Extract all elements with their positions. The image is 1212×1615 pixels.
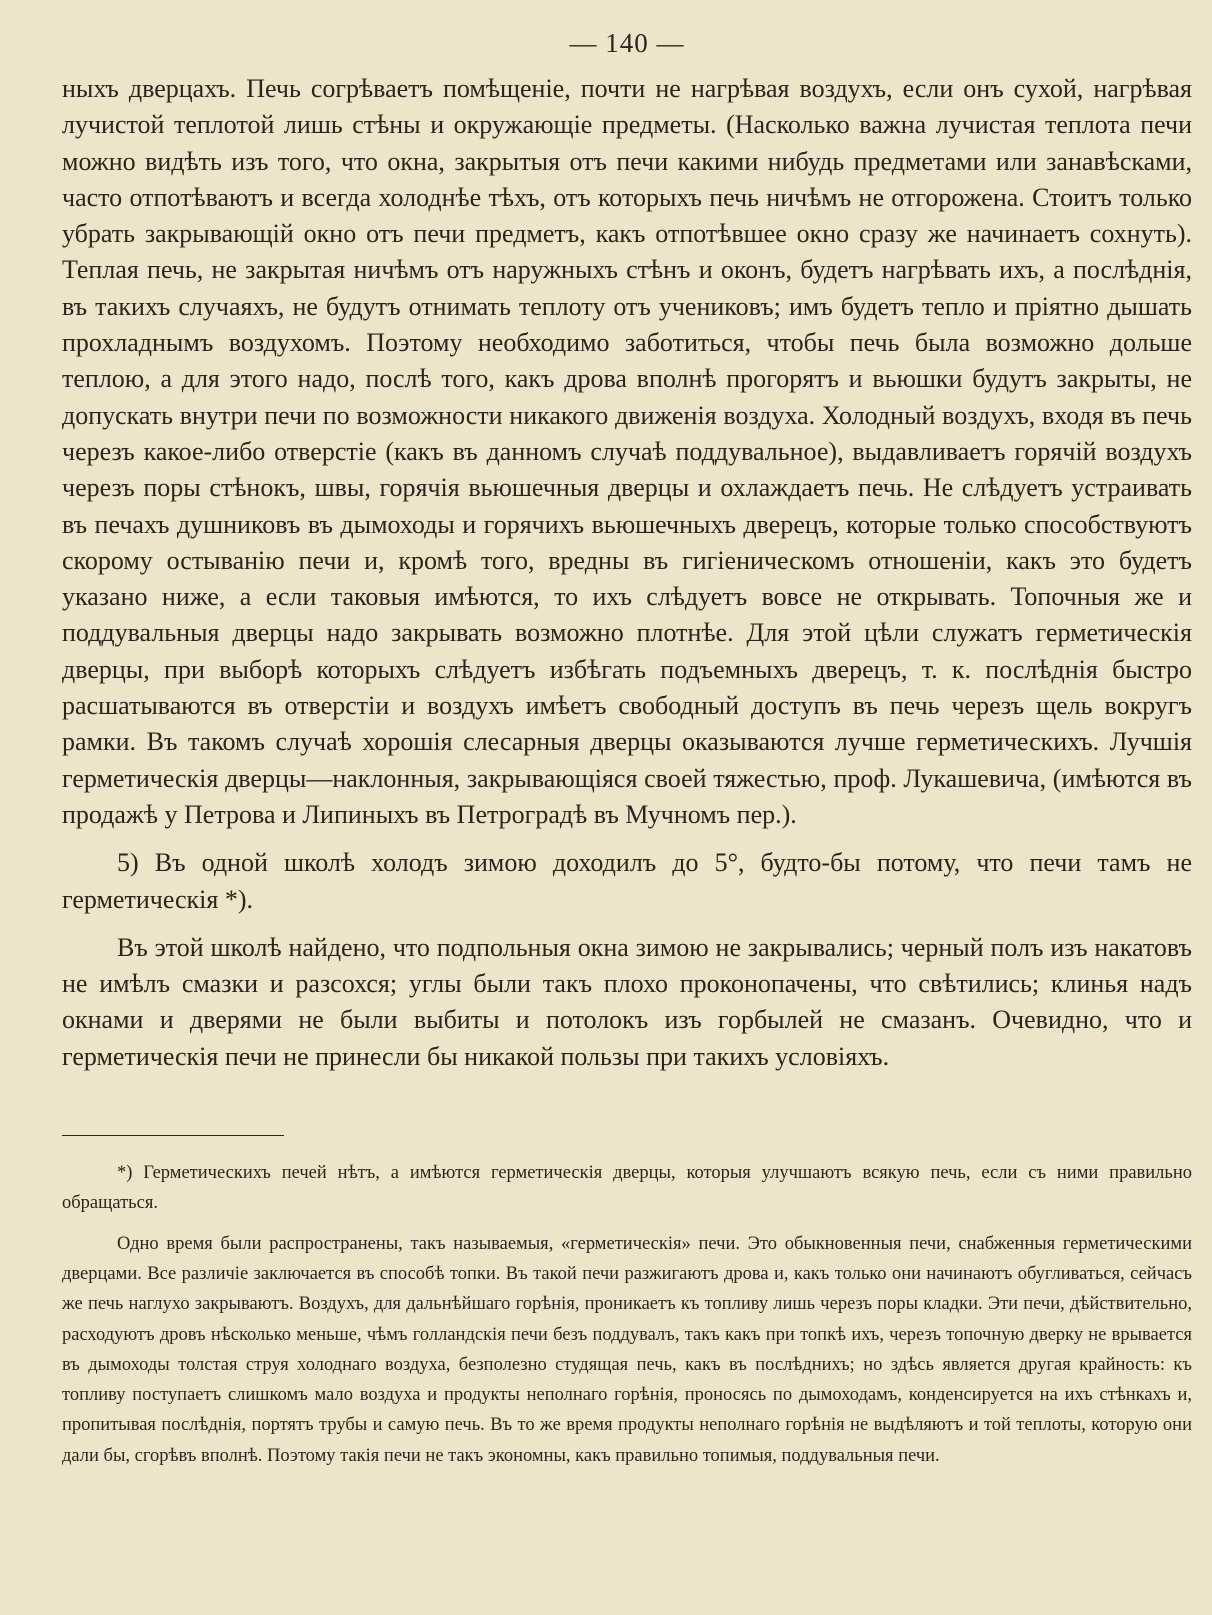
footnote-hermetic-stoves: Одно время были распространены, такъ называемыя, «герметическія» печи. Это обыкновенныя печи, снабженныя герметическими дверцами. Все различіе заключается въ способѣ топки. Въ такой печи разжигаютъ дрова и, какъ только они начинаютъ обугливаться, сейчасъ же печь наглухо закрываютъ. Воздухъ, для дальнѣйшаго горѣнія, проникаетъ къ топливу лишь черезъ поры кладки. Эти печи, дѣйствительно, расходуютъ дровъ нѣсколько меньше, чѣмъ голландскія печи безъ поддувалъ, такъ какъ при топкѣ ихъ, черезъ топочную дверку не врывается въ дымоходы толстая струя холоднаго воздуха, безполезно студящая печь, какъ въ послѣднихъ; но здѣсь является другая крайность: къ топливу поступаетъ слишкомъ мало воздуха и продукты неполнаго горѣнія, проносясь по дымоходамъ, конденсируется на ихъ стѣнкахъ и, пропитывая послѣднія, портятъ трубы и самую печь. Въ то же время продукты неполнаго горѣнія не выдѣляютъ и той теплоты, которую они дали бы, сгорѣвъ вполнѣ. Поэтому такія печи не такъ экономны, какъ правильно топимыя, поддувальныя печи. <box>62 1233 1192 1466</box>
footnote-hermetic-doors: *) Герметическихъ печей нѣтъ, а имѣются герметическія дверцы, которыя улучшаютъ всякую печь, если съ ними правильно обращаться. <box>62 1163 1192 1214</box>
page-number: — 140 — <box>569 28 685 58</box>
book-page <box>62 28 1192 1471</box>
paragraph-school-findings: Въ этой школѣ найдено, что подпольныя окна зимою не закрывались; черный полъ изъ накатовъ не имѣлъ смазки и разсохся; углы были такъ плохо проконопачены, что свѣтились; клинья надъ окнами и дверями не были выбиты и потолокъ изъ горбылей не смазанъ. Очевидно, что и герметическія печи не принесли бы никакой пользы при такихъ условіяхъ. <box>62 932 1192 1071</box>
paragraph-item-5: 5) Въ одной школѣ холодъ зимою доходилъ до 5°, будто-бы потому, что печи тамъ не герметическія *). <box>62 848 1192 914</box>
footnote-separator <box>62 1135 284 1136</box>
paragraph-stoves: ныхъ дверцахъ. Печь согрѣваетъ помѣщеніе, почти не нагрѣвая воздухъ, если онъ сухой, нагрѣвая лучистой теплотой лишь стѣны и окружающіе предметы. (Насколько важна лучистая теплота печи можно видѣть изъ того, что окна, закрытыя отъ печи какими нибудь предметами или занавѣсками, часто отпотѣваютъ и всегда холоднѣе тѣхъ, отъ которыхъ печь ничѣмъ не отгорожена. Стоитъ только убрать закрывающій окно отъ печи предметъ, какъ отпотѣвшее окно сразу же начинаетъ сохнуть). Теплая печь, не закрытая ничѣмъ отъ наружныхъ стѣнъ и оконъ, будетъ нагрѣвать ихъ, а послѣднія, въ такихъ случаяхъ, не будутъ отнимать теплоту отъ учениковъ; имъ будетъ тепло и пріятно дышать прохладнымъ воздухомъ. Поэтому необходимо заботиться, чтобы печь была возможно дольше теплою, а для этого надо, послѣ того, какъ дрова вполнѣ прогорятъ и вьюшки будутъ закрыты, не допускать внутри печи по возможности никакого движенія воздуха. Холодный воздухъ, входя въ печь черезъ какое-либо отверстіе (какъ въ данномъ случаѣ поддувальное), выдавливаетъ горячій воздухъ черезъ поры стѣнокъ, швы, горячія вьюшечныя дверцы и охлаждаетъ печь. Не слѣдуетъ устраивать въ печахъ душниковъ въ дымоходы и горячихъ вьюшечныхъ дверецъ, которые только способствуютъ скорому остыванію печи и, кромѣ того, вредны въ гигіеническомъ отношеніи, какъ это будетъ указано ниже, а если таковыя имѣются, то ихъ слѣдуетъ вовсе не открывать. Топочныя же и поддувальныя дверцы надо закрывать возможно плотнѣе. Для этой цѣли служатъ герметическія дверцы, при выборѣ которыхъ слѣдуетъ избѣгать подъемныхъ дверецъ, т. к. послѣднія быстро расшатываются въ отверстіи и воздухъ имѣетъ свободный доступъ въ печь черезъ щель вокругъ рамки. Въ такомъ случаѣ хорошія слесарныя дверцы оказываются лучше герметическихъ. Лучшія герметическія дверцы—наклонныя, закрывающіяся своей тяжестью, проф. Лукашевича, (имѣются въ продажѣ у Петрова и Липиныхъ въ Петроградѣ въ Мучномъ пер.). <box>62 74 1192 829</box>
footnotes <box>62 1158 1192 1471</box>
main-text <box>62 71 1192 1075</box>
